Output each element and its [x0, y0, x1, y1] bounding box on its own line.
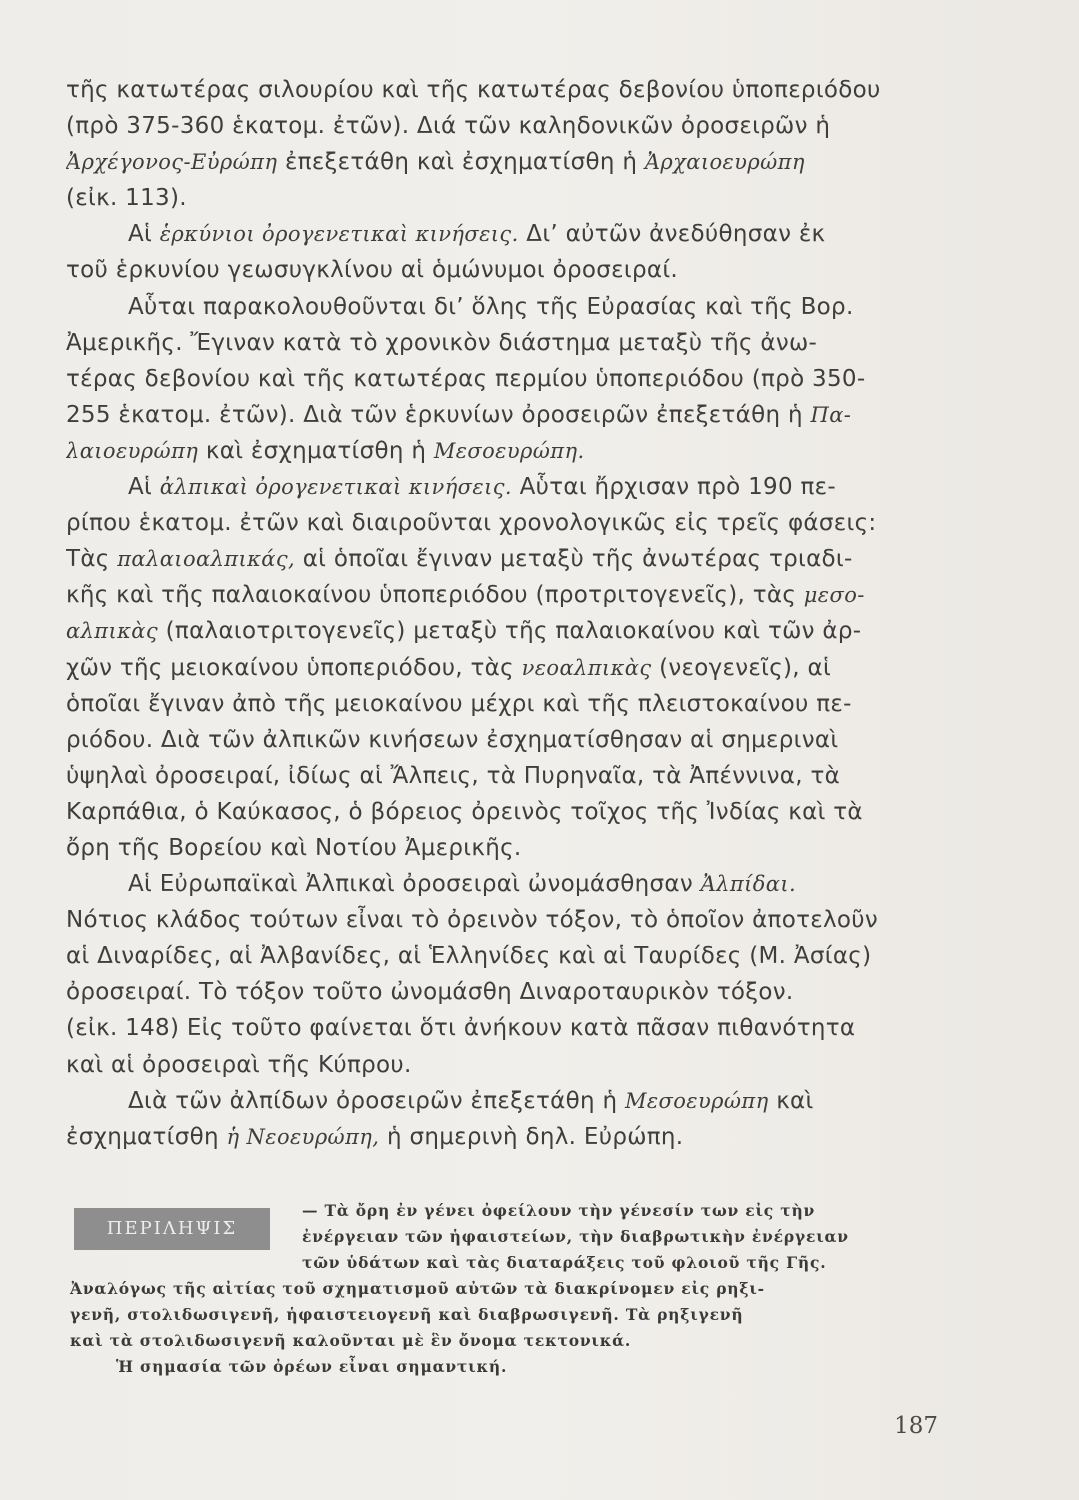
italic-term: Μεσοευρώπη — [624, 1088, 769, 1113]
italic-term: νεοαλπικὰς — [521, 655, 652, 680]
text-line — [66, 1047, 932, 1083]
text-segment: ὑψηλαὶ ὀροσειραί, ἰδίως αἱ Ἄλπεις, τὰ Πυρηναῖα, τὰ Ἀπέννινα, τὰ — [66, 762, 841, 789]
text-segment: ριόδου. Διὰ τῶν ἀλπικῶν κινήσεων ἐσχηματίσθησαν αἱ σημεριναὶ — [66, 726, 839, 753]
text-line — [66, 505, 932, 541]
text-line — [66, 613, 932, 649]
text-line — [66, 252, 932, 288]
text-segment: Αὗται παρακολουθοῦνται δι’ ὅλης τῆς Εὐρασίας καὶ τῆς Βορ. — [128, 293, 854, 320]
text-segment: Αἱ — [128, 474, 160, 501]
italic-term: Ἀλπίδαι. — [700, 872, 797, 897]
text-segment: καὶ ἐσχηματίσθη ἡ — [198, 437, 434, 464]
text-segment: Αἱ — [128, 221, 160, 248]
italic-term: Πα- — [810, 402, 852, 427]
paragraph-start-line — [66, 866, 932, 902]
text-segment: ὁποῖαι ἔγιναν ἀπὸ τῆς μειοκαίνου μέχρι καὶ τῆς πλειστοκαίνου πε- — [66, 690, 852, 717]
text-segment: Διὰ τῶν ἀλπίδων ὀροσειρῶν ἐπεξετάθη ἡ — [128, 1087, 625, 1114]
text-segment: ἐσχηματίσθη — [66, 1123, 227, 1150]
text-segment: Τὰς — [66, 546, 118, 573]
text-line — [66, 72, 932, 108]
page-number: 187 — [894, 1413, 938, 1439]
italic-term: λαιοευρώπη — [66, 438, 199, 463]
text-segment: τῆς κατωτέρας σιλουρίου καὶ τῆς κατωτέρας δεβονίου ὑποπεριόδου — [66, 77, 881, 103]
text-line — [66, 325, 932, 361]
text-segment: καὶ αἱ ὀροσειραὶ τῆς Κύπρου. — [66, 1051, 412, 1078]
text-segment: καὶ — [768, 1087, 814, 1114]
text-segment: Νότιος κλάδος τούτων εἶναι τὸ ὀρεινὸν τόξον, τὸ ὁποῖον ἀποτελοῦν — [66, 907, 878, 934]
summary-line: γενῆ, στολιδωσιγενῆ, ἡφαιστειογενῆ καὶ διαβρωσιγενῆ. Τὰ ρηξιγενῆ — [70, 1305, 744, 1324]
italic-term: ἀλπικαὶ ὀρογενετικαὶ κινήσεις. — [159, 475, 512, 500]
text-segment: αἱ Διναρίδες, αἱ Ἀλβανίδες, αἱ Ἑλληνίδες καὶ αἱ Ταυρίδες (Μ. Ἀσίας) — [66, 943, 872, 970]
text-segment: Αὗται ἤρχισαν πρὸ 190 πε- — [511, 474, 836, 501]
paragraph-start-line — [66, 469, 932, 505]
text-line — [66, 902, 932, 938]
text-line — [66, 361, 932, 397]
italic-term: Ἀρχέγονος-Εὐρώπη — [66, 150, 278, 175]
summary-line: τῶν ὑδάτων καὶ τὰς διαταράξεις τοῦ φλοιοῦ τῆς Γῆς. — [302, 1253, 827, 1272]
text-segment: ἐπεξετάθη καὶ ἐσχηματίσθη ἡ — [277, 149, 645, 176]
text-segment: ὀροσειραί. Τὸ τόξον τοῦτο ὠνομάσθη Διναροταυρικὸν τόξον. — [66, 979, 794, 1006]
text-segment: τοῦ ἑρκυνίου γεωσυγκλίνου αἱ ὁμώνυμοι ὀροσειραί. — [66, 257, 679, 284]
text-segment: ρίπου ἑκατομ. ἐτῶν καὶ διαιροῦνται χρονολογικῶς εἰς τρεῖς φάσεις: — [66, 510, 877, 537]
text-line — [66, 830, 932, 866]
italic-term: αλπικὰς — [66, 619, 159, 644]
text-line — [66, 974, 932, 1010]
text-line — [66, 577, 932, 613]
text-line — [66, 650, 932, 686]
text-segment: αἱ ὁποῖαι ἔγιναν μεταξὺ τῆς ἀνωτέρας τριαδι- — [295, 546, 853, 573]
paragraph-start-line — [66, 216, 932, 252]
italic-term: ἑρκύνιοι ὀρογενετικαὶ κινήσεις. — [159, 222, 519, 247]
text-line — [66, 686, 932, 722]
italic-term: ἡ Νεοευρώπη, — [226, 1124, 380, 1149]
text-segment: ἡ σημερινὴ δηλ. Εὐρώπη. — [379, 1123, 684, 1150]
text-line — [66, 108, 932, 144]
text-segment: (εἰκ. 148) Εἰς τοῦτο φαίνεται ὅτι ἀνήκουν κατὰ πᾶσαν πιθανότητα — [66, 1015, 856, 1042]
paragraph-start-line — [66, 289, 932, 325]
text-segment: τέρας δεβονίου καὶ τῆς κατωτέρας περμίου ὑποπεριόδου (πρὸ 350- — [66, 365, 866, 392]
text-line — [66, 794, 932, 830]
summary-badge: ΠΕΡΙΛΗΨΙΣ — [74, 1208, 270, 1250]
text-line — [66, 758, 932, 794]
summary-line: καὶ τὰ στολιδωσιγενῆ καλοῦνται μὲ ἓν ὄνομα τεκτονικά. — [70, 1331, 632, 1350]
text-segment: 255 ἑκατομ. ἐτῶν). Διὰ τῶν ἑρκυνίων ὀροσειρῶν ἐπεξετάθη ἡ — [66, 401, 811, 428]
text-segment: κῆς καὶ τῆς παλαιοκαίνου ὑποπεριόδου (προτριτογενεῖς), τὰς — [66, 582, 804, 609]
text-line — [66, 433, 932, 469]
text-segment: ὄρη τῆς Βορείου καὶ Νοτίου Ἀμερικῆς. — [66, 834, 522, 861]
text-line — [66, 1119, 932, 1155]
text-line — [66, 1010, 932, 1046]
text-segment: (νεογενεῖς), αἱ — [651, 654, 832, 681]
text-segment: Ἀμερικῆς. Ἔγιναν κατὰ τὸ χρονικὸν διάστημα μεταξὺ τῆς ἀνω- — [66, 329, 818, 356]
text-line — [66, 938, 932, 974]
text-line — [66, 144, 932, 180]
text-segment: Αἱ Εὐρωπαϊκαὶ Ἀλπικαὶ ὀροσειραὶ ὠνομάσθησαν — [128, 871, 701, 898]
text-segment: Καρπάθια, ὁ Καύκασος, ὁ βόρειος ὀρεινὸς τοῖχος τῆς Ἰνδίας καὶ τὰ — [66, 798, 863, 825]
summary-line: Ἡ σημασία τῶν ὀρέων εἶναι σημαντική. — [116, 1357, 508, 1376]
text-line — [66, 180, 932, 216]
summary-line: — Τὰ ὄρη ἐν γένει ὀφείλουν τὴν γένεσίν των εἰς τὴν — [302, 1201, 816, 1220]
summary-box — [70, 1198, 950, 1380]
text-line — [66, 722, 932, 758]
italic-term: παλαιοαλπικάς, — [117, 547, 296, 572]
italic-term: μεσο- — [803, 583, 865, 608]
paragraph-start-line — [66, 1083, 932, 1119]
text-line — [66, 541, 932, 577]
text-segment: (παλαιοτριτογενεῖς) μεταξὺ τῆς παλαιοκαίνου καὶ τῶν ἀρ- — [158, 618, 862, 645]
summary-line: Ἀναλόγως τῆς αἰτίας τοῦ σχηματισμοῦ αὐτῶν τὰ διακρίνομεν εἰς ρηξι- — [70, 1279, 765, 1298]
summary-line: ἐνέργειαν τῶν ἡφαιστείων, τὴν διαβρωτικὴν ἐνέργειαν — [302, 1227, 849, 1246]
text-segment: χῶν τῆς μειοκαίνου ὑποπεριόδου, τὰς — [66, 654, 522, 681]
italic-term: Ἀρχαιοευρώπη — [644, 150, 805, 175]
text-segment: Δι’ αὐτῶν ἀνεδύθησαν ἐκ — [518, 221, 826, 248]
text-segment: (πρὸ 375-360 ἑκατομ. ἐτῶν). Διά τῶν καληδονικῶν ὀροσειρῶν ἡ — [66, 113, 831, 140]
text-segment: (εἰκ. 113). — [66, 185, 187, 212]
text-line — [66, 397, 932, 433]
body-text — [66, 72, 932, 1155]
italic-term: Μεσοευρώπη. — [433, 438, 585, 463]
